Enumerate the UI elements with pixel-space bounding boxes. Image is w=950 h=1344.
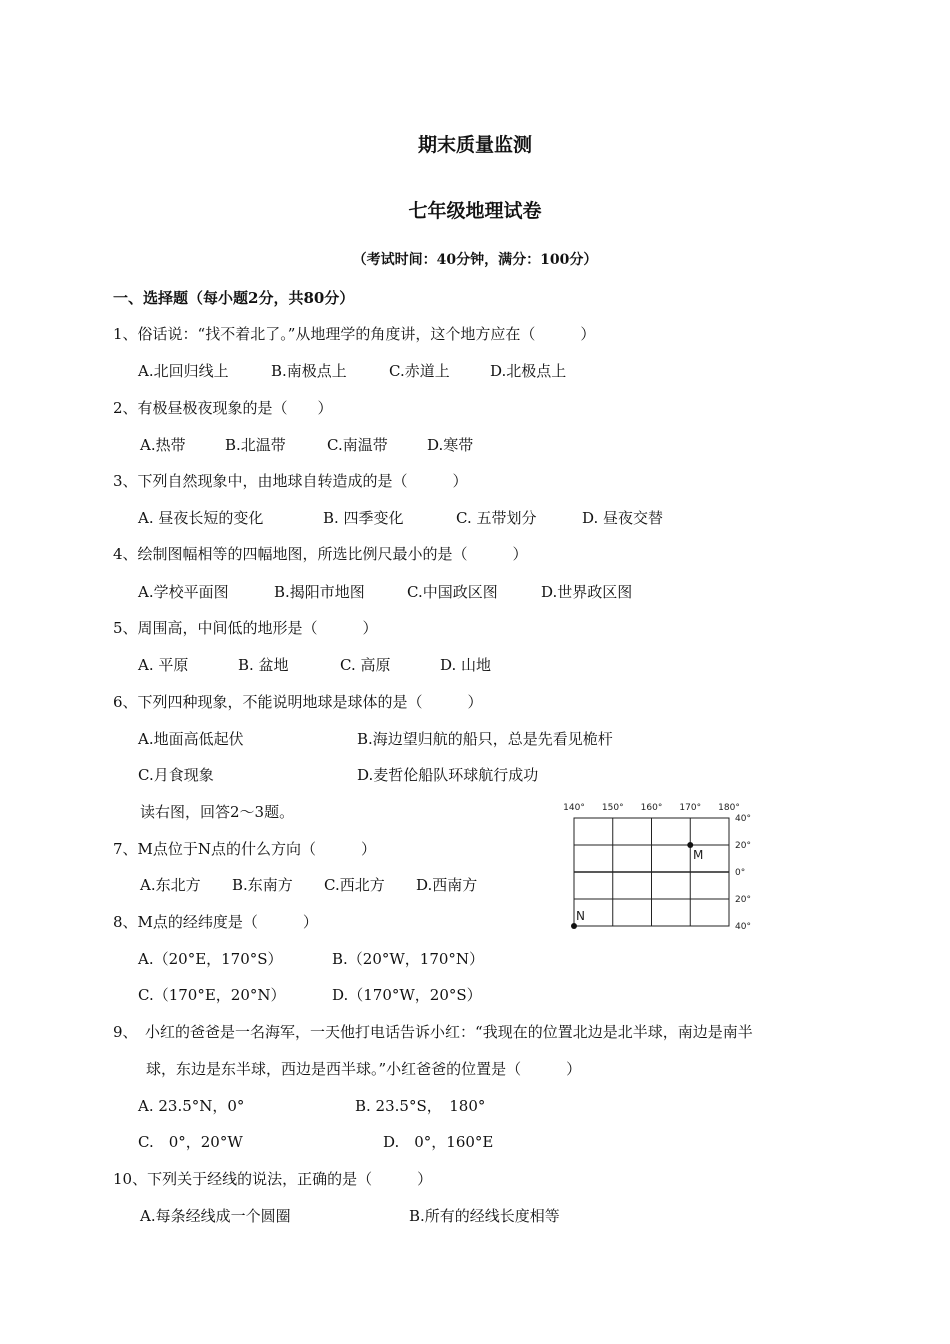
q10-option-a: A.每条经线成一个圆圈 (140, 1207, 291, 1225)
latitude-label: 20° (735, 841, 751, 851)
q3-option-d: D. 昼夜交替 (582, 509, 664, 527)
exam-info: （考试时间：40分钟，满分：100分） (352, 252, 598, 268)
q1-option-b: B.南极点上 (271, 362, 347, 380)
q5-option-c: C. 高原 (340, 656, 391, 674)
q5-option-a: A. 平原 (138, 656, 189, 674)
q6-option-d: D.麦哲伦船队环球航行成功 (357, 766, 539, 784)
longitude-label: 150° (601, 803, 624, 813)
question-10-stem: 10、下列关于经线的说法，正确的是（ ） (113, 1170, 433, 1188)
longitude-label: 160° (640, 803, 663, 813)
question-6-stem: 6、下列四种现象，不能说明地球是球体的是（ ） (113, 693, 483, 711)
q1-option-a: A.北回归线上 (138, 362, 229, 380)
q4-option-b: B.揭阳市地图 (274, 583, 365, 601)
latitude-label: 40° (735, 814, 751, 824)
q7-option-b: B.东南方 (232, 876, 293, 894)
point-m-label: M (693, 848, 704, 862)
q8-option-c: C.（170°E，20°N） (138, 986, 286, 1004)
q6-option-b: B.海边望归航的船只，总是先看见桅杆 (357, 730, 613, 748)
longitude-label: 180° (718, 803, 740, 813)
reading-note: 读右图，回答2～3题。 (140, 803, 295, 821)
question-7-stem: 7、M点位于N点的什么方向（ ） (113, 840, 377, 858)
q9-option-d: D. 0°，160°E (383, 1133, 494, 1151)
latitude-label: 20° (735, 895, 751, 905)
q5-option-b: B. 盆地 (238, 656, 289, 674)
question-9-stem: 9、 小红的爸爸是一名海军，一天他打电话告诉小红：“我现在的位置北边是北半球，南边是南半 (113, 1023, 753, 1041)
q7-option-c: C.西北方 (324, 876, 385, 894)
question-9-stem-cont: 球，东边是东半球，西边是西半球。”小红爸爸的位置是（ ） (146, 1060, 582, 1078)
q6-option-a: A.地面高低起伏 (138, 730, 244, 748)
question-5-stem: 5、周围高，中间低的地形是（ ） (113, 619, 378, 637)
q1-option-c: C.赤道上 (389, 362, 450, 380)
q4-option-d: D.世界政区图 (541, 583, 633, 601)
q9-option-b: B. 23.5°S， 180° (355, 1097, 486, 1115)
q1-option-d: D.北极点上 (490, 362, 567, 380)
q3-option-a: A. 昼夜长短的变化 (138, 509, 264, 527)
q9-option-a: A. 23.5°N，0° (138, 1097, 245, 1115)
point-n-label: N (576, 909, 585, 923)
q7-option-d: D.西南方 (416, 876, 478, 894)
latitude-label: 0° (735, 868, 746, 878)
q7-option-a: A.东北方 (140, 876, 201, 894)
point-n-marker (571, 923, 577, 929)
question-4-stem: 4、绘制图幅相等的四幅地图，所选比例尺最小的是（ ） (113, 545, 528, 563)
section-heading: 一、选择题（每小题2分，共80分） (113, 289, 355, 307)
q10-option-b: B.所有的经线长度相等 (409, 1207, 560, 1225)
q9-option-c: C. 0°，20°W (138, 1133, 243, 1151)
q6-option-c: C.月食现象 (138, 766, 214, 784)
exam-title: 期末质量监测 (417, 134, 532, 156)
q2-option-b: B.北温带 (225, 436, 286, 454)
grid-svg (562, 798, 762, 938)
longitude-label: 170° (679, 803, 702, 813)
lat-long-grid-figure (562, 798, 762, 938)
q8-option-d: D.（170°W，20°S） (332, 986, 482, 1004)
question-2-stem: 2、有极昼极夜现象的是（ ） (113, 399, 333, 417)
q2-option-c: C.南温带 (327, 436, 388, 454)
q2-option-a: A.热带 (140, 436, 186, 454)
q3-option-c: C. 五带划分 (456, 509, 537, 527)
latitude-label: 40° (735, 922, 751, 932)
q4-option-c: C.中国政区图 (407, 583, 498, 601)
longitude-label: 140° (563, 803, 585, 813)
q8-option-a: A.（20°E，170°S） (138, 950, 283, 968)
question-1-stem: 1、俗话说：“找不着北了。”从地理学的角度讲，这个地方应在（ ） (113, 325, 596, 343)
question-3-stem: 3、下列自然现象中，由地球自转造成的是（ ） (113, 472, 468, 490)
question-8-stem: 8、M点的经纬度是（ ） (113, 913, 318, 931)
q4-option-a: A.学校平面图 (138, 583, 229, 601)
q3-option-b: B. 四季变化 (323, 509, 404, 527)
q5-option-d: D. 山地 (440, 656, 492, 674)
q8-option-b: B.（20°W，170°N） (332, 950, 485, 968)
exam-subtitle: 七年级地理试卷 (408, 200, 542, 222)
q2-option-d: D.寒带 (427, 436, 474, 454)
